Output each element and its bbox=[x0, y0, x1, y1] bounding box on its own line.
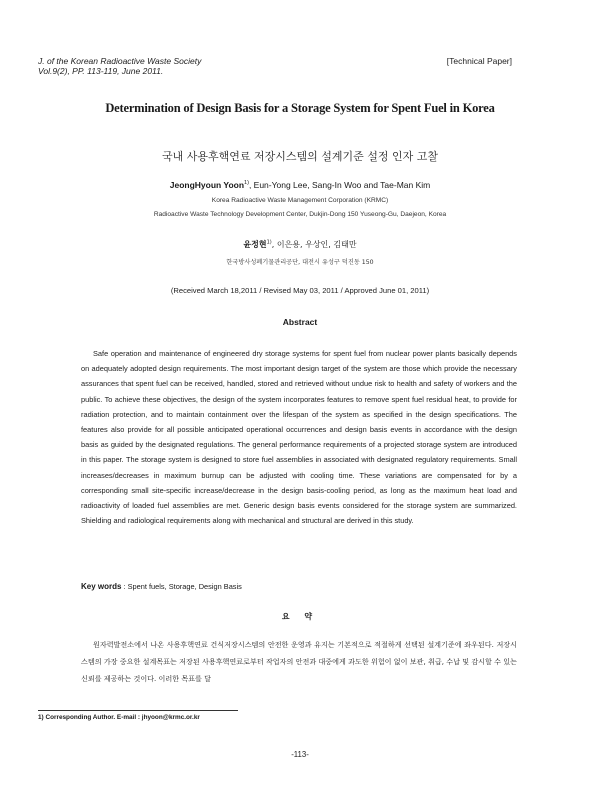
first-author: JeongHyoun Yoon bbox=[169, 180, 245, 190]
co-authors: , Eun-Yong Lee, Sang-In Woo and Tae-Man Kim bbox=[248, 180, 431, 190]
korean-co-authors: , 이은용, 우상인, 김태만 bbox=[271, 240, 357, 249]
keywords-label: Key words bbox=[81, 582, 122, 591]
paper-type-label: [Technical Paper] bbox=[446, 56, 512, 66]
korean-abstract-heading: 요 약 bbox=[281, 612, 319, 621]
affiliation-address: Radioactive Waste Technology Development Center, Dukjin-Dong 150 Yuseong-Gu, Daejeon, Korea bbox=[153, 211, 447, 218]
english-authors bbox=[60, 180, 540, 190]
keywords bbox=[81, 582, 242, 591]
corresponding-author-footnote: 1) Corresponding Author. E-mail : jhyoon@krmc.or.kr bbox=[38, 714, 200, 721]
korean-first-author-footnote-mark: 1) bbox=[266, 239, 272, 246]
submission-dates: (Received March 18,2011 / Revised May 03, 2011 / Approved June 01, 2011) bbox=[170, 286, 430, 295]
abstract-body: Safe operation and maintenance of engineered dry storage systems for spent fuel from nuclear power plants basically depends on adequately adopted design requirements. The most important design target of the system are those which provide the necessary assurances that spent fuel can be received, handled, stored and retrieved without undue risk to health and safety of workers and the public. To achieve these objectives, the design of the system incorporates features to remove spent fuel residual heat, to provide for radiation protection, and to maintain containment over the lifespan of the system as specified in the design specifications. The features also provide for all possible anticipated operational occurrences and design basis events in accordance with the design basis as guided by the designated regulations. The general performance requirements of a projected storage system are introduced in this paper. The storage system is designed to store fuel assemblies in associated with designated regulatory requirements. Small increases/decreases in maximum burnup can be adjusted with cooling time. These variations are compensated for by a corresponding small site-specific increase/decrease in the design basis-cooling period, as long as the maximum heat load and radioactivity of loaded fuel assemblies are met. Generic design basis events considered for the storage system are summarized. Shielding and radiological requirements along with mechanical and structural are derived in this study. bbox=[81, 349, 517, 526]
keywords-list: : Spent fuels, Storage, Design Basis bbox=[121, 582, 242, 591]
korean-affiliation: 한국방사성폐기물관리공단, 대전시 유성구 덕진동 150 bbox=[226, 259, 374, 266]
journal-name: J. of the Korean Radioactive Waste Society bbox=[38, 56, 202, 66]
english-title: Determination of Design Basis for a Storage System for Spent Fuel in Korea bbox=[105, 101, 495, 115]
page-number: -113- bbox=[291, 750, 309, 759]
affiliation-organization: Korea Radioactive Waste Management Corporation (KRMC) bbox=[211, 197, 389, 204]
korean-abstract-body: 원자력발전소에서 나온 사용후핵연료 건식저장시스템의 안전한 운영과 유지는 기본적으로 적절하게 선택된 설계기준에 좌우된다. 저장시스템의 가장 중요한 설계목표는 저장된 사용후핵연료로부터 작업자의 안전과 대중에게 과도한 위험이 없이 보관, 취급, 수납 및 감시할 수 있는 신뢰를 제공하는 것이다. 이러한 목표를 달 bbox=[81, 640, 517, 683]
first-author-footnote-mark: 1) bbox=[244, 180, 249, 187]
abstract-heading: Abstract bbox=[282, 317, 318, 327]
korean-authors bbox=[60, 239, 540, 250]
footnote-divider bbox=[38, 710, 238, 711]
journal-volume: Vol.9(2), PP. 113-119, June 2011. bbox=[38, 66, 164, 76]
korean-title: 국내 사용후핵연료 저장시스템의 설계기준 설정 인자 고찰 bbox=[161, 150, 438, 163]
journal-citation bbox=[38, 56, 201, 76]
korean-first-author: 윤정현 bbox=[243, 240, 267, 249]
